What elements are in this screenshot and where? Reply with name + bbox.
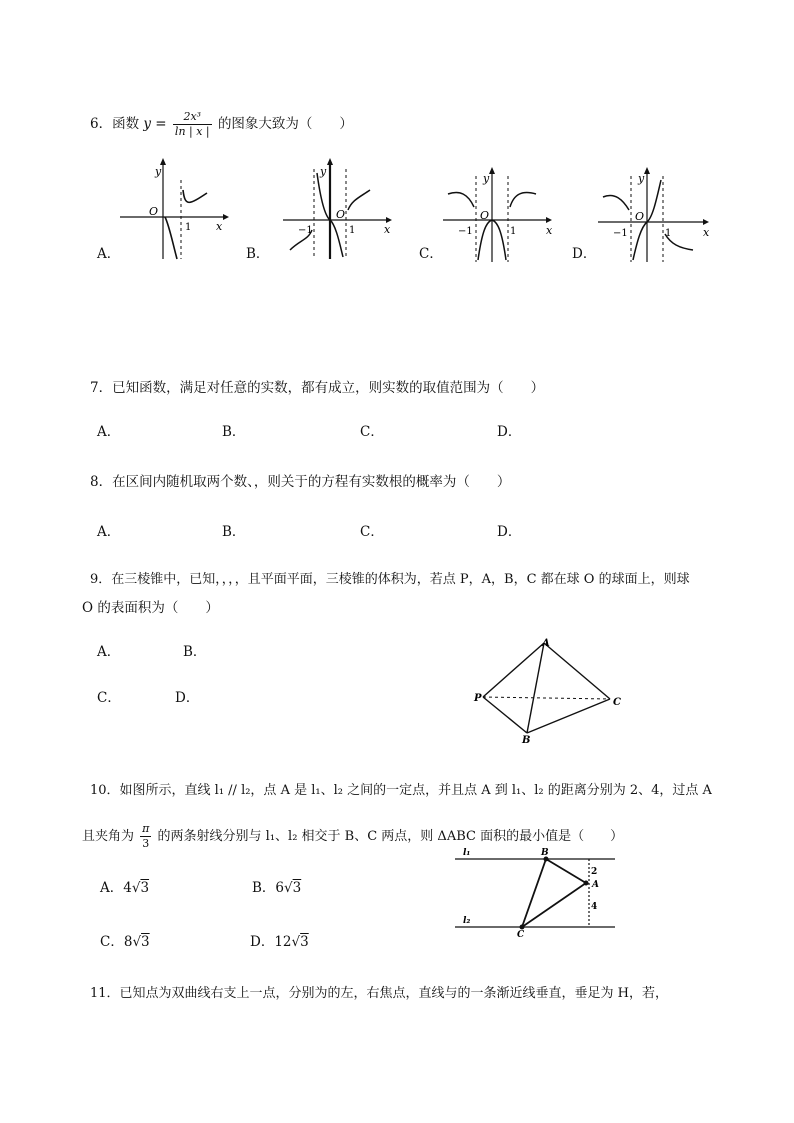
q6-formula-fraction: [173, 110, 212, 139]
q10-label-distance-4: 4: [591, 902, 598, 912]
graph-d-one-label: 1: [665, 228, 672, 239]
q9-stem-line2: O 的表面积为（ ）: [82, 600, 219, 616]
q10-option-a: A．4√3: [100, 880, 150, 896]
graph-c-y-label: y: [483, 172, 490, 185]
graph-b-one-label: 1: [349, 225, 356, 236]
q10-label-l2: l₂: [463, 916, 471, 926]
graph-d-y-label: y: [638, 172, 645, 185]
q6-option-d: D．: [572, 246, 597, 262]
q9-stem-line1: 9．在三棱锥中，已知，，，，且平面平面，三棱锥的体积为，若点 P，A，B，C 都在球 O 的球面上，则球: [90, 572, 690, 587]
q10-stem-line2-b: 的两条射线分别与 l₁、l₂ 相交于 B、C 两点，则 ΔABC 面积的最小值是（ ）: [157, 828, 624, 844]
q10-option-b: B．6√3: [252, 880, 302, 896]
q6-graph-a: [115, 155, 230, 265]
q9-label-c: C: [613, 697, 621, 708]
q10-stem-line1: 10．如图所示，直线 l₁ // l₂，点 A 是 l₁、l₂ 之间的一定点，并且点 A 到 l₁、l₂ 的距离分别为 2、4，过点 A: [90, 783, 712, 798]
q6-stem-prefix: 6．函数: [90, 115, 140, 132]
graph-b-x-label: x: [384, 223, 391, 236]
graph-c-neg-one-label: −1: [458, 226, 473, 237]
option-coef: 12: [274, 934, 292, 950]
graph-d-origin-label: O: [635, 210, 645, 223]
q10-option-d: D．12√3: [250, 934, 309, 950]
graph-b-neg-one-label: −1: [298, 225, 313, 236]
q7-option-b: B．: [222, 424, 246, 440]
q6-graph-d: [595, 162, 713, 267]
q6-formula-numerator: 2x³: [173, 110, 212, 125]
q7-stem: 7．已知函数，满足对任意的实数，都有成立，则实数的取值范围为（ ）: [90, 380, 545, 396]
q6-option-c: C．: [419, 246, 443, 262]
q8-option-b: B．: [222, 524, 246, 540]
q9-option-d: D．: [175, 690, 200, 706]
q8-option-d: D．: [497, 524, 522, 540]
q6-formula-denominator: ln | x |: [174, 124, 210, 138]
option-label: D．: [250, 934, 275, 950]
option-label: B．: [252, 880, 276, 896]
option-radicand: 3: [300, 934, 309, 950]
q6-option-a: A．: [97, 246, 121, 262]
q7-option-a: A．: [97, 424, 121, 440]
option-coef: 6: [275, 880, 285, 896]
graph-c-x-label: x: [546, 224, 553, 237]
q10-stem-line2-a: 且夹角为: [82, 828, 135, 844]
q8-option-c: C．: [360, 524, 384, 540]
q6-formula-lhs: y =: [143, 115, 167, 132]
q9-option-c: C．: [97, 690, 121, 706]
option-coef: 8: [123, 934, 133, 950]
q10-angle-num: π: [142, 822, 150, 835]
q7-option-d: D．: [497, 424, 522, 440]
graph-a-one-label: 1: [185, 222, 192, 233]
q10-label-c: C: [517, 930, 525, 940]
q10-angle-fraction: [140, 822, 151, 851]
option-label: C．: [100, 934, 124, 950]
q7-option-c: C．: [360, 424, 384, 440]
option-radicand: 3: [141, 934, 150, 950]
q9-label-b: B: [522, 735, 531, 746]
q10-label-distance-2: 2: [591, 867, 598, 877]
graph-a-x-label: x: [216, 220, 223, 233]
q8-stem: 8．在区间内随机取两个数、，则关于的方程有实数根的概率为（ ）: [90, 474, 511, 490]
graph-d-neg-one-label: −1: [613, 228, 628, 239]
q6-stem-suffix: 的图象大致为（ ）: [217, 115, 353, 132]
q10-parallel-lines-figure: [455, 845, 620, 940]
q10-angle-den: 3: [142, 836, 150, 850]
q8-option-a: A．: [97, 524, 121, 540]
q9-tetrahedron-figure: [470, 635, 630, 747]
graph-a-origin-label: O: [149, 205, 159, 218]
q9-option-a: A．: [97, 644, 121, 660]
option-radicand: 3: [292, 880, 302, 896]
option-label: A．: [100, 880, 124, 896]
q9-label-a: A: [542, 638, 550, 649]
graph-a-y-label: y: [155, 165, 162, 178]
graph-c-one-label: 1: [510, 226, 517, 237]
graph-b-origin-label: O: [336, 208, 346, 221]
q6-graph-b: [280, 155, 395, 265]
q9-label-p: P: [474, 693, 482, 704]
q6-graph-c: [440, 162, 555, 267]
option-coef: 4: [123, 880, 132, 896]
option-radicand: 3: [140, 880, 150, 896]
q10-option-c: C．8√3: [100, 934, 150, 950]
q6-option-b: B．: [246, 246, 270, 262]
graph-b-y-label: y: [320, 165, 327, 178]
graph-d-x-label: x: [703, 226, 710, 239]
q10-label-b: B: [541, 848, 549, 858]
q9-option-b: B．: [183, 644, 207, 660]
q10-label-l1: l₁: [463, 848, 471, 858]
q6-stem: [90, 110, 353, 139]
graph-c-origin-label: O: [480, 209, 490, 222]
q11-stem: 11．已知点为双曲线右支上一点，分别为的左，右焦点，直线与的一条渐近线垂直，垂足为 H，若，: [90, 986, 669, 1001]
q10-label-a: A: [592, 880, 599, 890]
